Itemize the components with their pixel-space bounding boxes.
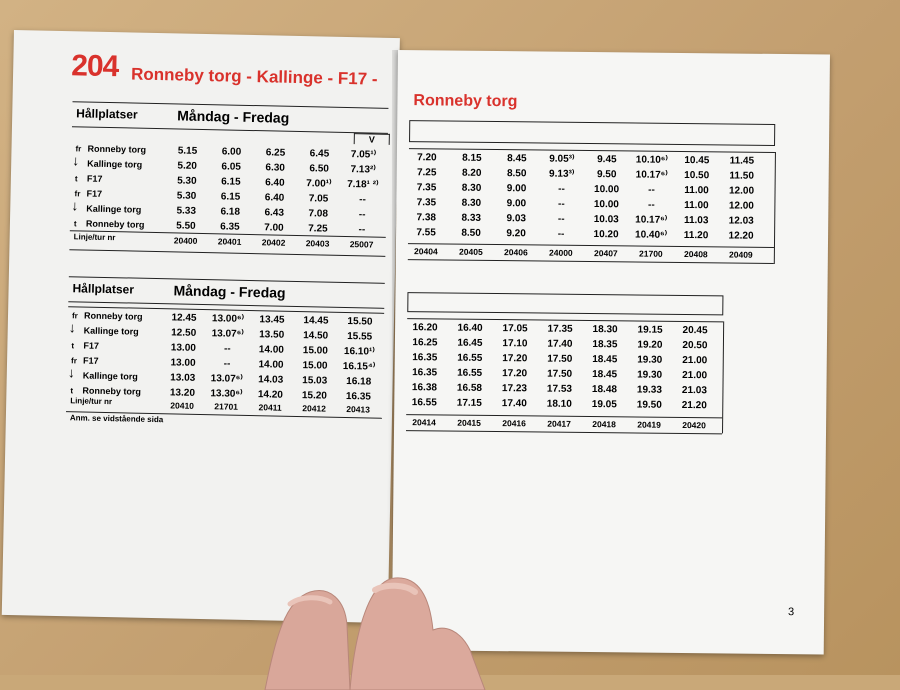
tour-number: 20420: [674, 420, 714, 430]
departure-time: 16.18: [339, 376, 379, 388]
departure-time: 14.50: [296, 330, 336, 342]
departure-time: 8.30: [451, 198, 491, 209]
stop-label: Kallinge torg: [86, 204, 141, 215]
thumb-hand-image: [255, 570, 495, 690]
header-hallplatser: Hållplatser: [72, 281, 134, 296]
departure-time: 18.45: [585, 354, 625, 365]
departure-time: --: [541, 229, 581, 240]
departure-time: 7.00: [254, 222, 294, 234]
departure-time: 17.40: [540, 339, 580, 350]
departure-time: 21.00: [675, 355, 715, 366]
stop-label: Ronneby torg: [86, 219, 145, 230]
table-header-box: [407, 292, 723, 315]
stop-name: [75, 158, 142, 169]
departure-time: 9.13³⁾: [542, 169, 582, 180]
departure-time: --: [207, 358, 247, 370]
stop-name: [74, 188, 102, 199]
departure-time: 16.20: [405, 322, 445, 333]
departure-time: 18.30: [585, 324, 625, 335]
timetable-1-right: [408, 120, 776, 274]
departure-time: 6.45: [299, 148, 339, 160]
departure-time: 8.20: [452, 168, 492, 179]
departure-time: 16.55: [404, 397, 444, 408]
departure-time: 15.03: [295, 375, 335, 387]
departure-time: 9.03: [496, 213, 536, 224]
tour-number: 20400: [166, 235, 206, 246]
table-header-box: [409, 120, 775, 146]
departure-time: 16.35: [405, 367, 445, 378]
departure-time: 11.45: [722, 155, 762, 166]
departure-time: 21.03: [674, 385, 714, 396]
departure-time: 10.20: [586, 229, 626, 240]
departure-time: 5.33: [166, 205, 206, 217]
departure-time: 13.00: [163, 342, 203, 354]
table-border: [722, 321, 724, 433]
departure-time: 13.30⁶⁾: [206, 388, 246, 400]
tour-number: 20414: [404, 417, 444, 427]
departure-time: 18.10: [539, 398, 579, 409]
tour-number: 20401: [210, 236, 250, 247]
departure-time: 12.00: [721, 200, 761, 211]
header-days: Måndag - Fredag: [173, 282, 285, 300]
departure-time: --: [207, 343, 247, 355]
stop-label: Ronneby torg: [87, 144, 146, 155]
departure-time: 19.30: [630, 369, 670, 380]
departure-time: 17.20: [495, 353, 535, 364]
departure-time: 13.03: [163, 372, 203, 384]
departure-time: 7.35: [406, 197, 446, 208]
tour-number: 20412: [294, 403, 334, 414]
departure-time: 17.35: [540, 324, 580, 335]
departure-time: 8.50: [497, 168, 537, 179]
stop-name: [72, 310, 143, 321]
departure-time: 7.13²⁾: [343, 164, 383, 176]
departure-time: 16.15⁴⁾: [339, 361, 379, 373]
departure-time: 10.00: [586, 184, 626, 195]
departure-time: 17.20: [495, 368, 535, 379]
stop-name: [71, 340, 99, 351]
departure-time: 16.10¹⁾: [339, 346, 379, 358]
departure-time: 17.15: [449, 398, 489, 409]
departure-time: 17.50: [540, 354, 580, 365]
departure-time: 16.25: [405, 337, 445, 348]
table-header: [72, 101, 388, 134]
departure-time: 13.07⁶⁾: [208, 328, 248, 340]
departure-time: 18.45: [585, 369, 625, 380]
tour-number: 20417: [539, 418, 579, 428]
down-arrow-icon: ↓: [71, 197, 78, 213]
departure-time: 14.00: [251, 344, 291, 356]
tour-number: 20416: [494, 418, 534, 428]
v-flag: V: [354, 133, 390, 145]
tour-number: 20403: [297, 238, 337, 249]
down-arrow-icon: ↓: [69, 319, 76, 335]
down-arrow-icon: ↓: [72, 152, 79, 168]
departure-time: 16.45: [450, 338, 490, 349]
table-separator: [406, 430, 722, 434]
departure-time: 5.15: [167, 145, 207, 157]
departure-time: 5.20: [167, 160, 207, 172]
stop-prefix: fr: [75, 144, 87, 153]
tour-number: 20405: [451, 247, 491, 257]
departure-time: --: [631, 199, 671, 210]
left-page: [2, 30, 400, 623]
departure-time: 14.45: [296, 315, 336, 327]
departure-time: 17.10: [495, 338, 535, 349]
stop-prefix: fr: [71, 356, 83, 365]
anm-label: Anm. se vidstående sida: [70, 413, 164, 424]
departure-time: 10.50: [677, 170, 717, 181]
departure-time: 6.18: [210, 206, 250, 218]
departure-time: 12.03: [721, 215, 761, 226]
timetable-2-right: [406, 292, 724, 445]
stop-name: [70, 385, 141, 396]
stop-name: [75, 143, 146, 154]
departure-time: 20.45: [675, 325, 715, 336]
departure-time: 17.40: [494, 398, 534, 409]
departure-time: 10.17⁶⁾: [631, 214, 671, 225]
route-number: 204: [71, 49, 119, 84]
departure-time: --: [541, 214, 581, 225]
departure-time: 6.25: [255, 147, 295, 159]
departure-time: 11.20: [676, 230, 716, 241]
departure-time: 18.35: [585, 339, 625, 350]
stop-prefix: t: [70, 386, 82, 395]
departure-time: 13.45: [252, 314, 292, 326]
departure-time: 6.50: [299, 163, 339, 175]
right-page: [392, 50, 830, 654]
route-title: Ronneby torg - Kallinge - F17 -: [131, 64, 378, 89]
departure-time: 15.00: [295, 345, 335, 357]
stop-prefix: fr: [74, 189, 86, 198]
header-hallplatser: Hållplatser: [76, 106, 138, 121]
departure-time: 12.50: [164, 327, 204, 339]
departure-time: 10.10⁶⁾: [632, 154, 672, 165]
tour-number: 20406: [496, 247, 536, 257]
departure-time: 12.45: [164, 312, 204, 324]
departure-time: 9.50: [587, 169, 627, 180]
departure-time: 19.33: [629, 384, 669, 395]
departure-time: 11.50: [722, 170, 762, 181]
departure-time: 11.03: [676, 215, 716, 226]
stop-prefix: fr: [72, 311, 84, 320]
departure-time: 15.00: [295, 360, 335, 372]
departure-time: 7.18¹ ²⁾: [343, 179, 383, 191]
departure-time: 9.20: [496, 228, 536, 239]
stop-label: F17: [87, 174, 103, 184]
departure-time: 17.50: [540, 369, 580, 380]
departure-time: 11.00: [676, 200, 716, 211]
tour-number: 20402: [254, 237, 294, 248]
departure-time: 19.15: [630, 324, 670, 335]
departure-time: --: [541, 184, 581, 195]
tour-number: 24000: [541, 248, 581, 258]
departure-time: 7.20: [407, 152, 447, 163]
departure-time: 13.50: [252, 329, 292, 341]
departure-time: 9.00: [496, 183, 536, 194]
tour-number: 20409: [721, 249, 761, 259]
departure-time: 12.20: [721, 230, 761, 241]
departure-time: 6.40: [255, 177, 295, 189]
departure-time: 13.00⁶⁾: [208, 313, 248, 325]
departure-time: 21.20: [674, 400, 714, 411]
departure-time: 8.45: [497, 153, 537, 164]
departure-time: 14.03: [251, 374, 291, 386]
linje-label: Linje/tur nr: [74, 232, 116, 242]
table-separator: [69, 249, 385, 257]
departure-time: 7.00¹⁾: [299, 178, 339, 190]
stop-name: [74, 218, 145, 229]
tour-number: 20410: [162, 400, 202, 411]
departure-time: 7.38: [406, 212, 446, 223]
stop-label: F17: [83, 341, 99, 351]
departure-time: 14.00: [251, 359, 291, 371]
stop-prefix: t: [75, 174, 87, 183]
departure-time: 15.50: [340, 316, 380, 328]
departure-time: 7.25: [298, 223, 338, 235]
departure-time: 18.48: [584, 384, 624, 395]
departure-time: --: [541, 199, 581, 210]
departure-time: 7.05¹⁾: [343, 149, 383, 161]
departure-time: 6.15: [210, 191, 250, 203]
departure-time: 7.35: [407, 182, 447, 193]
stop-prefix: t: [74, 219, 86, 228]
departure-time: --: [342, 209, 382, 221]
departure-time: 19.05: [584, 399, 624, 410]
departure-time: 9.05³⁾: [542, 154, 582, 165]
tour-number: 21700: [631, 248, 671, 258]
linje-label: Linje/tur nr: [70, 396, 112, 406]
table-border: [774, 152, 776, 264]
tour-number: 20419: [629, 419, 669, 429]
departure-time: 6.05: [211, 161, 251, 173]
departure-time: --: [631, 184, 671, 195]
departure-time: 7.55: [406, 227, 446, 238]
departure-time: 10.17⁶⁾: [632, 169, 672, 180]
departure-time: 5.50: [166, 220, 206, 232]
tour-number: 20413: [338, 404, 378, 415]
departure-time: 20.50: [675, 340, 715, 351]
timetable-1-left: [69, 101, 388, 258]
right-page-title: Ronneby torg: [413, 92, 517, 111]
departure-time: 17.05: [495, 323, 535, 334]
departure-time: 19.30: [630, 354, 670, 365]
departure-time: 7.25: [407, 167, 447, 178]
stop-name: [74, 203, 141, 214]
departure-time: 14.20: [250, 389, 290, 401]
departure-time: 19.20: [630, 339, 670, 350]
departure-time: 16.35: [405, 352, 445, 363]
departure-time: 15.55: [340, 331, 380, 343]
departure-time: 9.45: [587, 154, 627, 165]
stop-label: Kallinge torg: [87, 159, 142, 170]
tour-number: 25007: [341, 239, 381, 250]
stop-name: [71, 355, 99, 366]
page-number: 3: [788, 606, 794, 618]
table-header: [68, 276, 384, 309]
departure-time: 16.55: [450, 368, 490, 379]
departure-time: 6.43: [254, 207, 294, 219]
departure-time: 21.00: [675, 370, 715, 381]
departure-time: 16.38: [404, 382, 444, 393]
departure-time: 17.23: [494, 383, 534, 394]
departure-time: 16.35: [338, 391, 378, 403]
tour-number: 20415: [449, 418, 489, 428]
stop-name: [75, 173, 103, 184]
departure-time: 8.15: [452, 153, 492, 164]
down-arrow-icon: ↓: [68, 364, 75, 380]
stop-label: F17: [86, 189, 102, 199]
departure-time: 16.58: [449, 383, 489, 394]
departure-time: 10.00: [586, 199, 626, 210]
tour-number: 20407: [586, 248, 626, 258]
timetable-2-left: [66, 276, 385, 443]
tour-number: 20418: [584, 419, 624, 429]
stop-name: [72, 325, 139, 336]
departure-time: 15.20: [294, 390, 334, 402]
departure-time: 6.15: [211, 176, 251, 188]
departure-time: 17.53: [539, 384, 579, 395]
departure-time: 13.20: [162, 387, 202, 399]
departure-time: 6.00: [211, 146, 251, 158]
stop-label: Kallinge torg: [84, 326, 139, 337]
table-separator: [408, 259, 774, 264]
departure-time: 10.40⁶⁾: [631, 229, 671, 240]
departure-time: 13.07⁶⁾: [207, 373, 247, 385]
departure-time: 6.30: [255, 162, 295, 174]
departure-time: 10.03: [586, 214, 626, 225]
departure-time: 16.55: [450, 353, 490, 364]
departure-time: 6.35: [210, 221, 250, 233]
departure-time: 9.00: [496, 198, 536, 209]
stop-label: F17: [83, 356, 99, 366]
stop-label: Kallinge torg: [83, 371, 138, 382]
tour-number: 20408: [676, 249, 716, 259]
departure-time: --: [342, 224, 382, 236]
header-days: Måndag - Fredag: [177, 107, 289, 125]
departure-time: 8.30: [451, 183, 491, 194]
departure-time: 19.50: [629, 399, 669, 410]
departure-time: 5.30: [166, 190, 206, 202]
departure-time: --: [342, 194, 382, 206]
departure-time: 7.05: [298, 193, 338, 205]
stop-label: Ronneby torg: [84, 311, 143, 322]
stop-prefix: t: [71, 341, 83, 350]
departure-time: 8.50: [451, 228, 491, 239]
departure-time: 7.08: [298, 208, 338, 220]
departure-time: 10.45: [677, 155, 717, 166]
departure-time: 16.40: [450, 323, 490, 334]
departure-time: 8.33: [451, 213, 491, 224]
departure-time: 5.30: [167, 175, 207, 187]
departure-time: 11.00: [676, 185, 716, 196]
departure-time: 12.00: [721, 185, 761, 196]
stop-name: [71, 370, 138, 381]
stop-label: Ronneby torg: [82, 386, 141, 397]
tour-number: 21701: [206, 401, 246, 412]
tour-number: 20404: [406, 246, 446, 256]
departure-time: 6.40: [254, 192, 294, 204]
departure-time: 13.00: [163, 357, 203, 369]
tour-number: 20411: [250, 402, 290, 413]
